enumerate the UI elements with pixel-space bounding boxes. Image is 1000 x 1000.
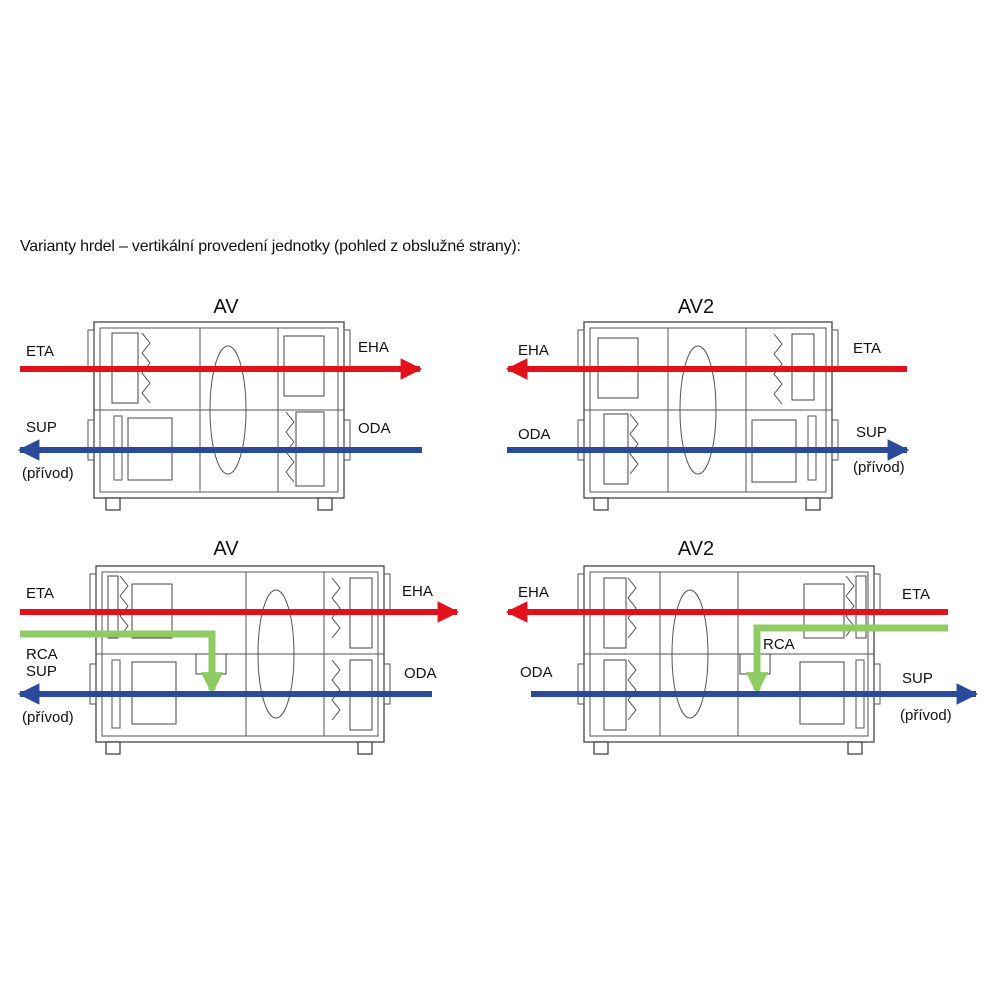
label-rca: RCA: [763, 636, 795, 653]
label-supply-note: (přívod): [22, 709, 74, 726]
diagram-title: AV2: [677, 296, 715, 318]
label-eta: ETA: [26, 585, 55, 602]
unit-housing: [90, 566, 390, 754]
label-supply-note: (přívod): [900, 707, 952, 724]
label-sup: SUP: [26, 419, 57, 436]
label-sup: SUP: [26, 663, 57, 680]
label-eta: ETA: [853, 340, 882, 357]
label-eha: EHA: [518, 584, 549, 601]
label-sup: SUP: [902, 670, 933, 687]
diagram-title: AV: [213, 296, 239, 318]
diagram-av-top: [20, 296, 422, 510]
label-eha: EHA: [358, 339, 389, 356]
label-rca: RCA: [26, 646, 58, 663]
diagram-title: AV: [213, 538, 239, 560]
label-oda: ODA: [518, 426, 551, 443]
label-oda: ODA: [520, 664, 553, 681]
diagram-av-bottom: [20, 538, 457, 754]
unit-housing: [88, 322, 350, 510]
page-caption: Varianty hrdel – vertikální provedení jednotky (pohled z obslužné strany):: [20, 238, 521, 255]
diagram-av2-top: [507, 296, 907, 510]
label-eta: ETA: [902, 586, 931, 603]
label-eha: EHA: [518, 342, 549, 359]
label-supply-note: (přívod): [22, 465, 74, 482]
label-oda: ODA: [358, 420, 391, 437]
label-oda: ODA: [404, 665, 437, 682]
diagram-av2-bottom: [508, 538, 976, 754]
unit-housing: [578, 566, 880, 754]
label-eha: EHA: [402, 583, 433, 600]
unit-housing: [578, 322, 838, 510]
label-supply-note: (přívod): [853, 459, 905, 476]
diagram-title: AV2: [677, 538, 715, 560]
label-sup: SUP: [856, 424, 887, 441]
label-eta: ETA: [26, 343, 55, 360]
